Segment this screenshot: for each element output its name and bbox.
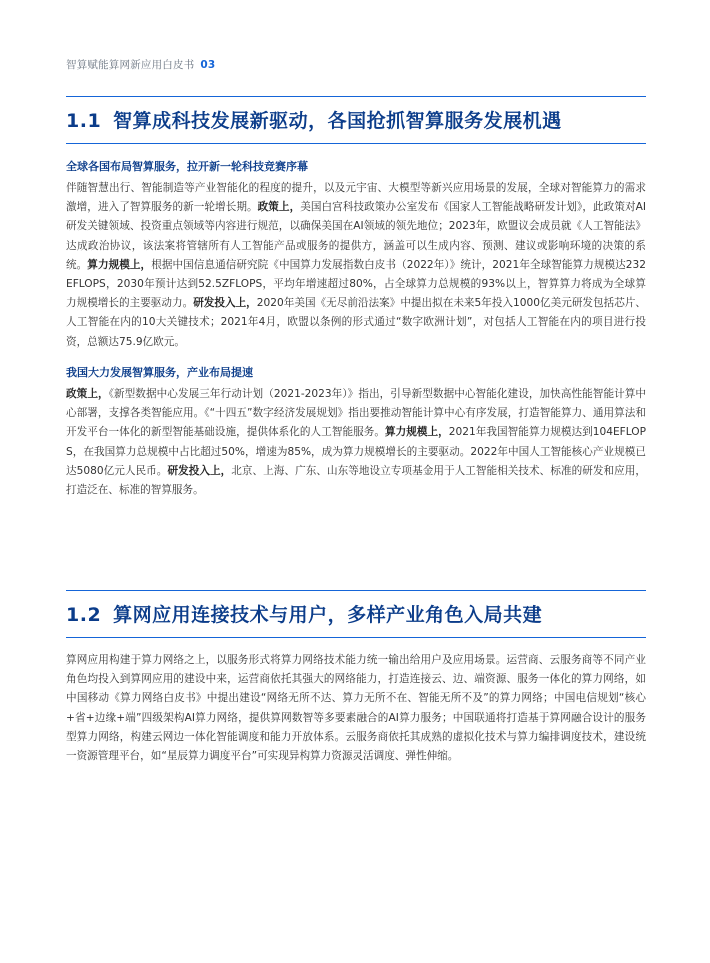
invest-text: 2020年美国《无尽前沿法案》中提出拟在未来5年投入1000亿美元研发包括芯片、人工智能在内的10大关键技术；2021年4月，欧盟以条例的形式通过“数字欧洲计划”，对包括人工智能在内的项目进行投资，总额达75.9亿欧元。	[66, 297, 646, 348]
paragraph-china	[66, 385, 646, 500]
section-1-2-title	[66, 590, 646, 638]
policy-text: 美国白宫科技政策办公室发布《国家人工智能战略研发计划》，此政策对AI研发关键领域、投资重点领域等内容进行规范，以确保美国在AI领域的领先地位；2023年，欧盟议会成员就《人工智能法》达成政治协议，该法案将管辖所有人工智能产品或服务的提供方，涵盖可以生成内容、预测、建议或影响环境的决策的系统。	[66, 201, 646, 271]
section-1-1-title	[66, 96, 646, 144]
bold-invest-label: 研发投入上，	[193, 297, 257, 310]
bold-invest-label: 研发投入上，	[167, 464, 232, 477]
section-number: 1.2	[66, 604, 102, 626]
section-title-text: 算网应用连接技术与用户，多样产业角色入局共建	[113, 604, 543, 626]
section-title-text: 智算成科技发展新驱动，各国抢抓智算服务发展机遇	[113, 110, 562, 132]
subheading-china: 我国大力发展智算服务，产业布局提速	[66, 366, 253, 379]
paragraph-computing-network: 算网应用构建于算力网络之上，以服务形式将算力网络技术能力统一输出给用户及应用场景。运营商、云服务商等不同产业角色均投入到算网应用的建设中来，运营商依托其强大的网络能力，打造连接云、边、端资源、服务一体化的算力网络，如中国移动《算力网络白皮书》中提出建设“网络无所不达、算力无所不在、智能无所不及”的算力网络；中国电信规划“核心+省+边缘+端”四级架构AI算力网络，提供算网数智等多要素融合的AI算力服务；中国联通将打造基于算网融合设计的服务型算力网络，构建云网边一体化智能调度和能力开放体系。云服务商依托其成熟的虚拟化技术与算力编排调度技术，建设统一资源管理平台，如“星辰算力调度平台”可实现异构算力资源灵活调度、弹性伸缩。	[66, 654, 646, 763]
scale-text: 2021年我国智能算力规模达到104EFLOPS，在我国算力总规模中占比超过50%，增速为85%，成为算力规模增长的主要驱动。2022年中国人工智能核心产业规模已达5080亿元人民币。	[66, 426, 646, 477]
policy-text: 《新型数据中心发展三年行动计划（2021-2023年）》指出，引导新型数据中心智能化建设，加快高性能智能计算中心部署，支撑各类智能应用。《“十四五”数字经济发展规划》指出要推动智能计算中心有序发展，打造智能算力、通用算法和开发平台一体化的新型智能基础设施，提供体系化的人工智能服务。	[66, 388, 647, 439]
subheading-global: 全球各国布局智算服务，拉开新一轮科技竞赛序幕	[66, 160, 308, 173]
bold-policy-label: 政策上，	[66, 388, 109, 400]
bold-scale-label: 算力规模上，	[87, 258, 152, 271]
invest-text: 北京、上海、广东、山东等地设立专项基金用于人工智能相关技术、标准的研发和应用，打造泛在、标准的智算服务。	[66, 464, 646, 497]
bold-scale-label: 算力规模上，	[384, 426, 449, 439]
page-number: 03	[200, 59, 216, 71]
paragraph-global	[66, 179, 646, 352]
scale-text: 根据中国信息通信研究院《中国算力发展指数白皮书（2022年）》统计，2021年全球智能算力规模达232EFLOPS，2030年预计达到52.5ZFLOPS，平均年增速超过80%，占全球算力总规模的93%以上，智算算力将成为全球算力规模增长的主要驱动力。	[66, 258, 647, 310]
intro-text: 伴随智慧出行、智能制造等产业智能化的程度的提升，以及元宇宙、大模型等新兴应用场景的发展，全球对智能算力的需求激增，进入了智算服务的新一轮增长期。	[66, 182, 646, 214]
bold-policy-label: 政策上，	[257, 201, 301, 214]
header-title: 智算赋能算网新应用白皮书	[66, 59, 195, 71]
running-header	[66, 57, 215, 72]
section-number: 1.1	[66, 110, 102, 132]
